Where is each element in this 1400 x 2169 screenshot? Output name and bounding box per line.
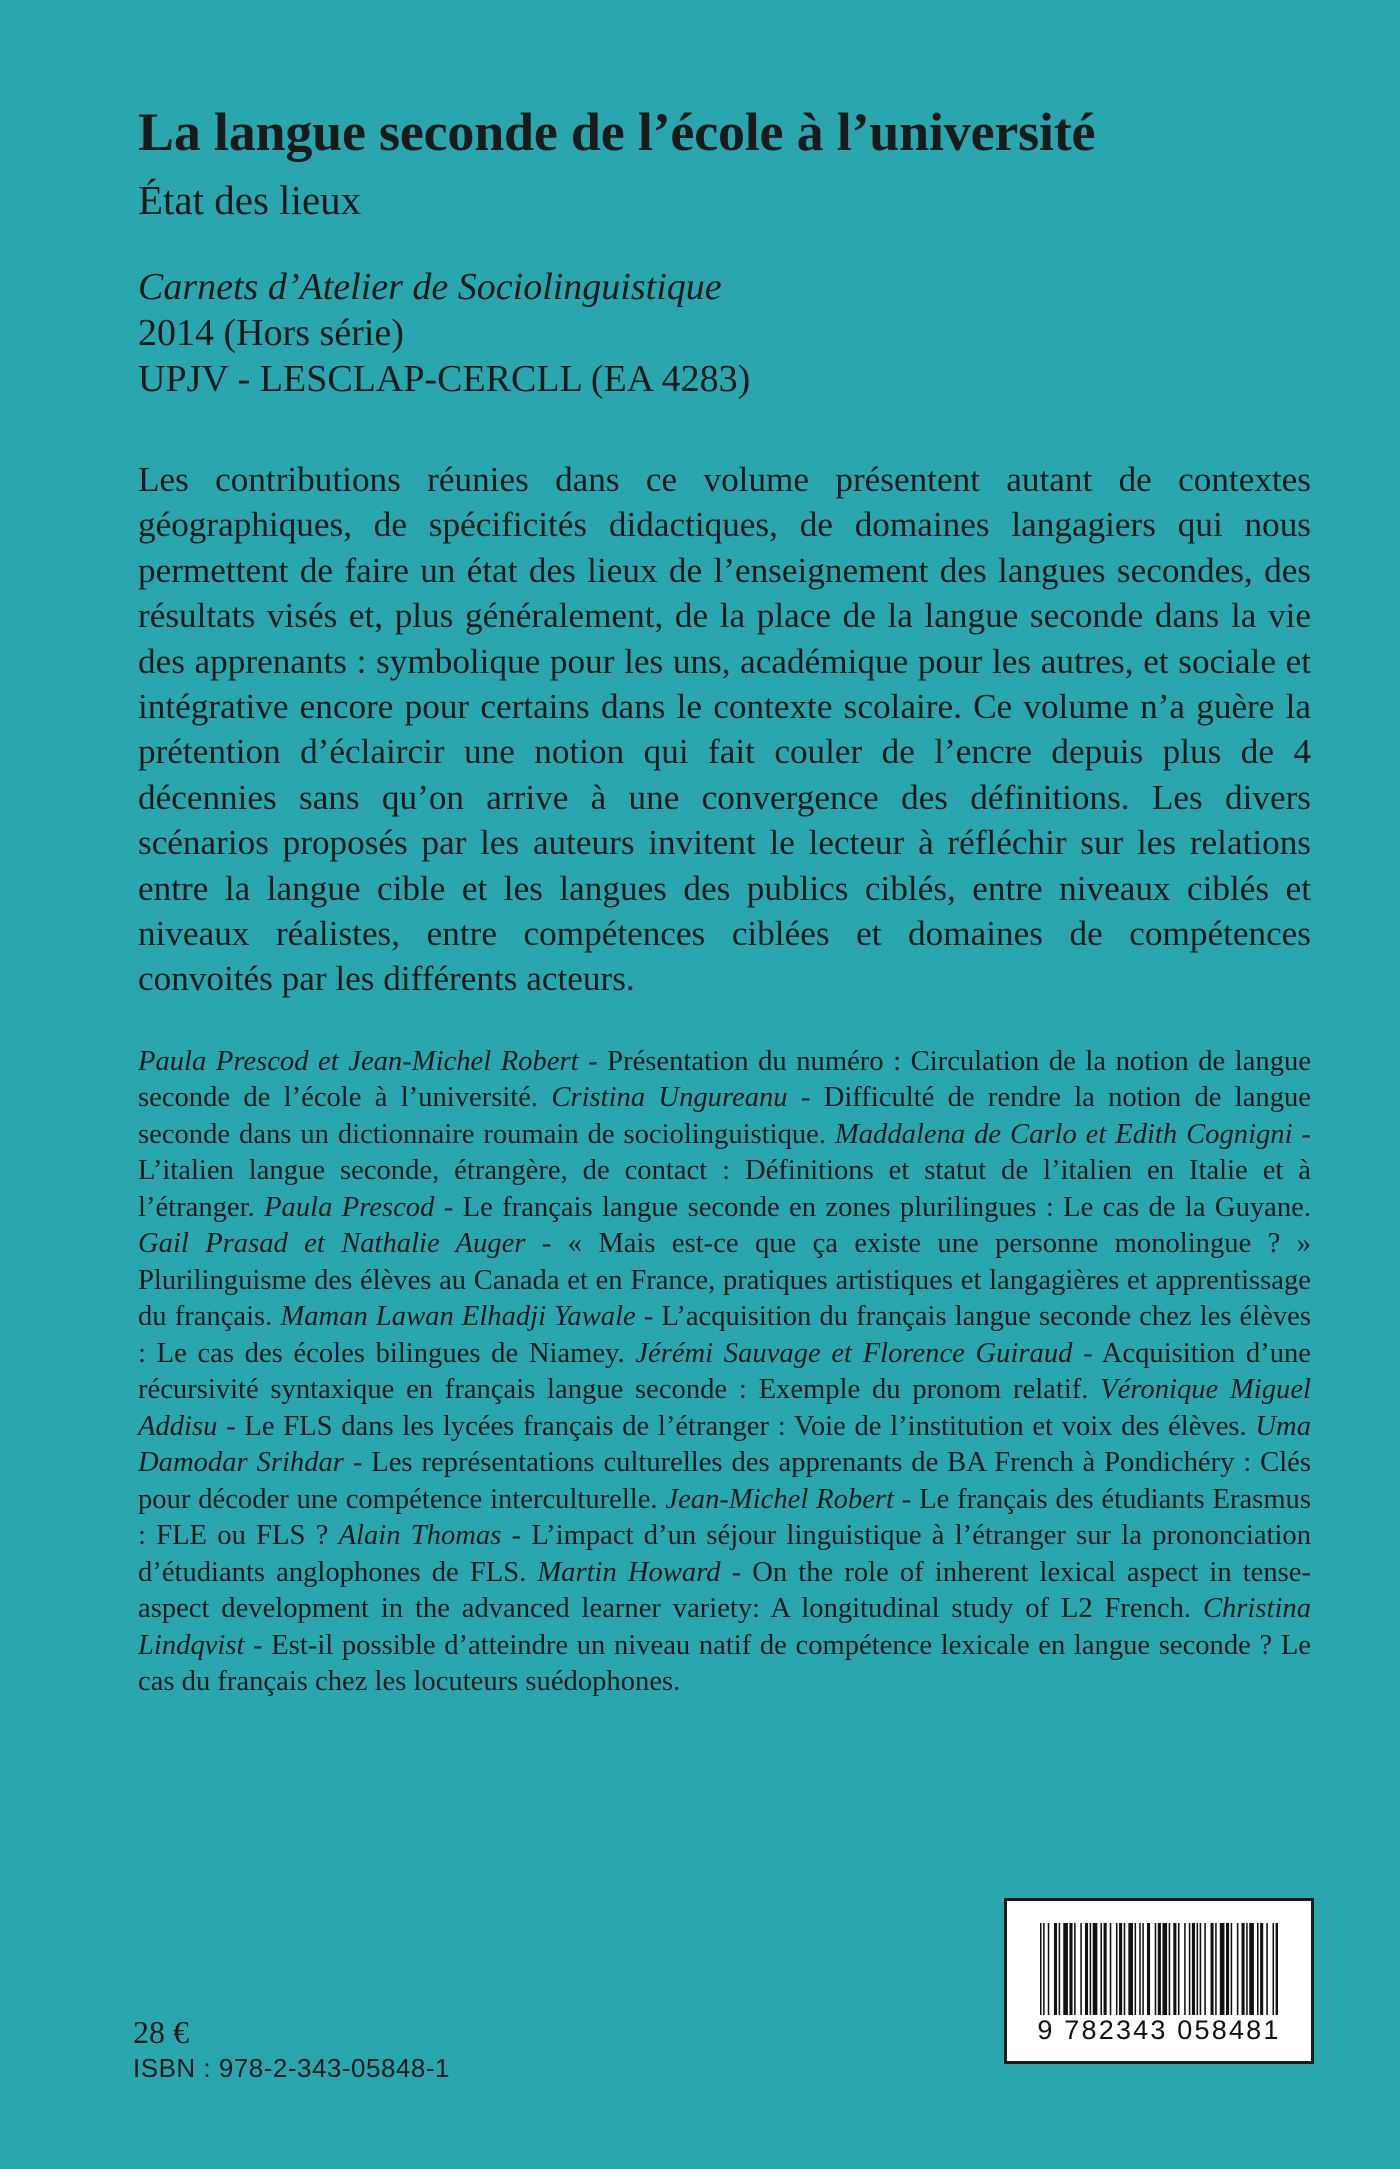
barcode-bar — [1104, 1923, 1107, 2015]
barcode-bar — [1184, 1923, 1186, 2015]
contents-article-title: - On the role of inherent lexical aspect in tense-aspect development in the advanced learner variety: A longitudinal study of L2 French. — [138, 1556, 1311, 1625]
series-name: Carnets d’Atelier de Sociolinguistique — [138, 266, 722, 308]
contents-author: Paula Prescod et Jean-Michel Robert — [138, 1045, 579, 1077]
barcode-bar — [1059, 1923, 1061, 2015]
barcode-bar — [1178, 1923, 1180, 2015]
barcode-bar — [1192, 1923, 1195, 2015]
barcode-bar — [1063, 1923, 1068, 2015]
barcode-bar — [1260, 1923, 1263, 2015]
series-info — [138, 264, 1311, 402]
barcode-bar — [1116, 1923, 1118, 2015]
barcode-bar — [1237, 1923, 1239, 2015]
barcode-bar — [1090, 1923, 1092, 2015]
contents-article-title: - Le français langue seconde en zones plurilingues : Le cas de la Guyane. — [434, 1191, 1311, 1223]
contents-author: Martin Howard — [537, 1556, 721, 1588]
barcode-bar — [1093, 1923, 1098, 2015]
contents-article-title: - Présentation du numéro : Circulation de la notion de langue seconde de l’école à l’université. — [138, 1045, 1312, 1114]
contents-article-title: - Le français des étudiants Erasmus : FLE ou FLS ? — [138, 1483, 1311, 1552]
barcode-bar — [1158, 1923, 1161, 2015]
barcode-bar — [1043, 1923, 1045, 2015]
barcode-bar — [1142, 1923, 1144, 2015]
barcode-bar — [1242, 1923, 1245, 2015]
barcode-bar — [1110, 1923, 1112, 2015]
barcode-bar — [1155, 1923, 1157, 2015]
contents-author: Cristina Ungureanu — [551, 1082, 788, 1114]
contents-author: Paula Prescod — [264, 1191, 435, 1223]
barcode-bar — [1074, 1923, 1076, 2015]
barcode-bar — [1128, 1923, 1133, 2015]
barcode-bar — [1215, 1923, 1217, 2015]
barcode-bar — [1080, 1923, 1082, 2015]
barcode-bar — [1139, 1923, 1141, 2015]
barcode-bar — [1197, 1923, 1199, 2015]
contents-article-title: - Les représentations culturelles des apprenants de BA French à Pondichéry : Clés pour décoder une compétence interculturelle. — [138, 1447, 1311, 1515]
barcode-bar — [1147, 1923, 1150, 2015]
barcode-bar — [1173, 1923, 1176, 2015]
barcode-bar — [1276, 1923, 1278, 2015]
barcode-bar — [1200, 1923, 1202, 2015]
back-cover — [138, 100, 1311, 1729]
contents-article-title: - Le FLS dans les lycées français de l’étranger : Voie de l’institution et voix des élèves. — [217, 1410, 1256, 1442]
contents-author: Maddalena de Carlo et Edith Cognigni — [834, 1118, 1293, 1150]
book-subtitle: État des lieux — [138, 177, 362, 223]
barcode-bar — [1246, 1923, 1248, 2015]
barcode-bar — [1119, 1923, 1122, 2015]
barcode-bar — [1100, 1923, 1102, 2015]
contents-author: Alain Thomas — [338, 1520, 502, 1552]
barcode-digits: 9 782343 058481 — [1037, 2015, 1281, 2045]
barcode-bar — [1257, 1923, 1259, 2015]
barcode-bar — [1266, 1923, 1268, 2015]
book-title: La langue seconde de l’école à l’université — [138, 102, 1096, 162]
barcode-bar — [1211, 1923, 1214, 2015]
barcode-bar — [1124, 1923, 1126, 2015]
contents-article-title: - L’impact d’un séjour linguistique à l’étranger sur la prononciation d’étudiants anglophones de FLS. — [138, 1520, 1311, 1588]
barcode-bar — [1048, 1923, 1050, 2015]
abstract-paragraph: Les contributions réunies dans ce volume présentent autant de contextes géographiques, de spécificités didactiques, de domaines langagiers qui nous permettent de faire un état des lieux de l’enseignement des langues secondes, des résultats visés et, plus généralement, de la place de la langue seconde dans la vie des apprenants : symbolique pour les uns, académique pour les autres, et sociale et intégrative encore pour certains dans le contexte scolaire. Ce volume n’a guère la prétention d’éclaircir une notion qui fait couler de l’encre depuis plus de 4 décennies sans qu’on arrive à une convergence des définitions. Les divers scénarios proposés par les auteurs invitent le lecteur à réfléchir sur les relations entre la langue cible et les langues des publics ciblés, entre niveaux ciblés et niveaux réalistes, entre compétences ciblées et domaines de compétences convoités par les différents acteurs. — [138, 460, 1311, 999]
barcode-bar — [1204, 1923, 1206, 2015]
barcode-bar — [1040, 1923, 1042, 2015]
barcode-bar — [1085, 1923, 1088, 2015]
barcode-bar — [1162, 1923, 1167, 2015]
barcode-bar — [1249, 1923, 1254, 2015]
barcode-bar — [1226, 1923, 1229, 2015]
contents-author: Gail Prasad et Nathalie Auger — [138, 1228, 526, 1260]
table-of-contents — [138, 1044, 1311, 1701]
contents-author: Uma Damodar Srihdar — [138, 1410, 1311, 1479]
isbn-number: ISBN : 978-2-343-05848-1 — [133, 2053, 450, 2083]
contents-article-title: - « Mais est-ce que ça existe une personne monolingue ? » Plurilinguisme des élèves au Canada et en France, pratiques artistiques et langagières et apprentissage du français. — [138, 1228, 1311, 1333]
barcode-bar — [1054, 1923, 1057, 2015]
barcode-bar — [1231, 1923, 1233, 2015]
barcode-bar — [1069, 1923, 1072, 2015]
barcode-bar — [1220, 1923, 1225, 2015]
series-institution: UPJV - LESCLAP-CERCLL (EA 4283) — [138, 358, 751, 400]
contents-author: Jean-Michel Robert — [665, 1483, 894, 1515]
barcode — [1004, 1898, 1314, 2064]
contents-author: Jérémi Sauvage et Florence Guiraud — [635, 1337, 1073, 1369]
contents-article-title: - Difficulté de rendre la notion de langue seconde dans un dictionnaire roumain de sociolinguistique. — [138, 1082, 1311, 1150]
series-year: 2014 (Hors série) — [138, 312, 404, 354]
price: 28 € — [133, 2014, 189, 2050]
contents-article-title: - Acquisition d’une récursivité syntaxique en français langue seconde : Exemple du pronom relatif. — [138, 1337, 1311, 1406]
contents-author: Véronique Miguel Addisu — [138, 1374, 1311, 1442]
contents-article-title: - Est-il possible d’atteindre un niveau natif de compétence lexicale en langue seconde ? Le cas du français chez les locuteurs suédophones. — [138, 1629, 1311, 1698]
contents-author: Christina Lindqvist — [138, 1593, 1311, 1661]
contents-article-title: - L’italien langue seconde, étrangère, de contact : Définitions et statut de l’italien en Italie et à l’étranger. — [138, 1118, 1311, 1223]
barcode-bar — [1169, 1923, 1171, 2015]
barcode-bars-icon — [1040, 1923, 1278, 2015]
contents-author: Maman Lawan Elhadji Yawale — [280, 1301, 636, 1333]
barcode-bar — [1273, 1923, 1275, 2015]
contents-article-title: - L’acquisition du français langue seconde chez les élèves : Le cas des écoles bilingues de Niamey. — [138, 1301, 1311, 1369]
barcode-bar — [1135, 1923, 1137, 2015]
barcode-bar — [1189, 1923, 1191, 2015]
